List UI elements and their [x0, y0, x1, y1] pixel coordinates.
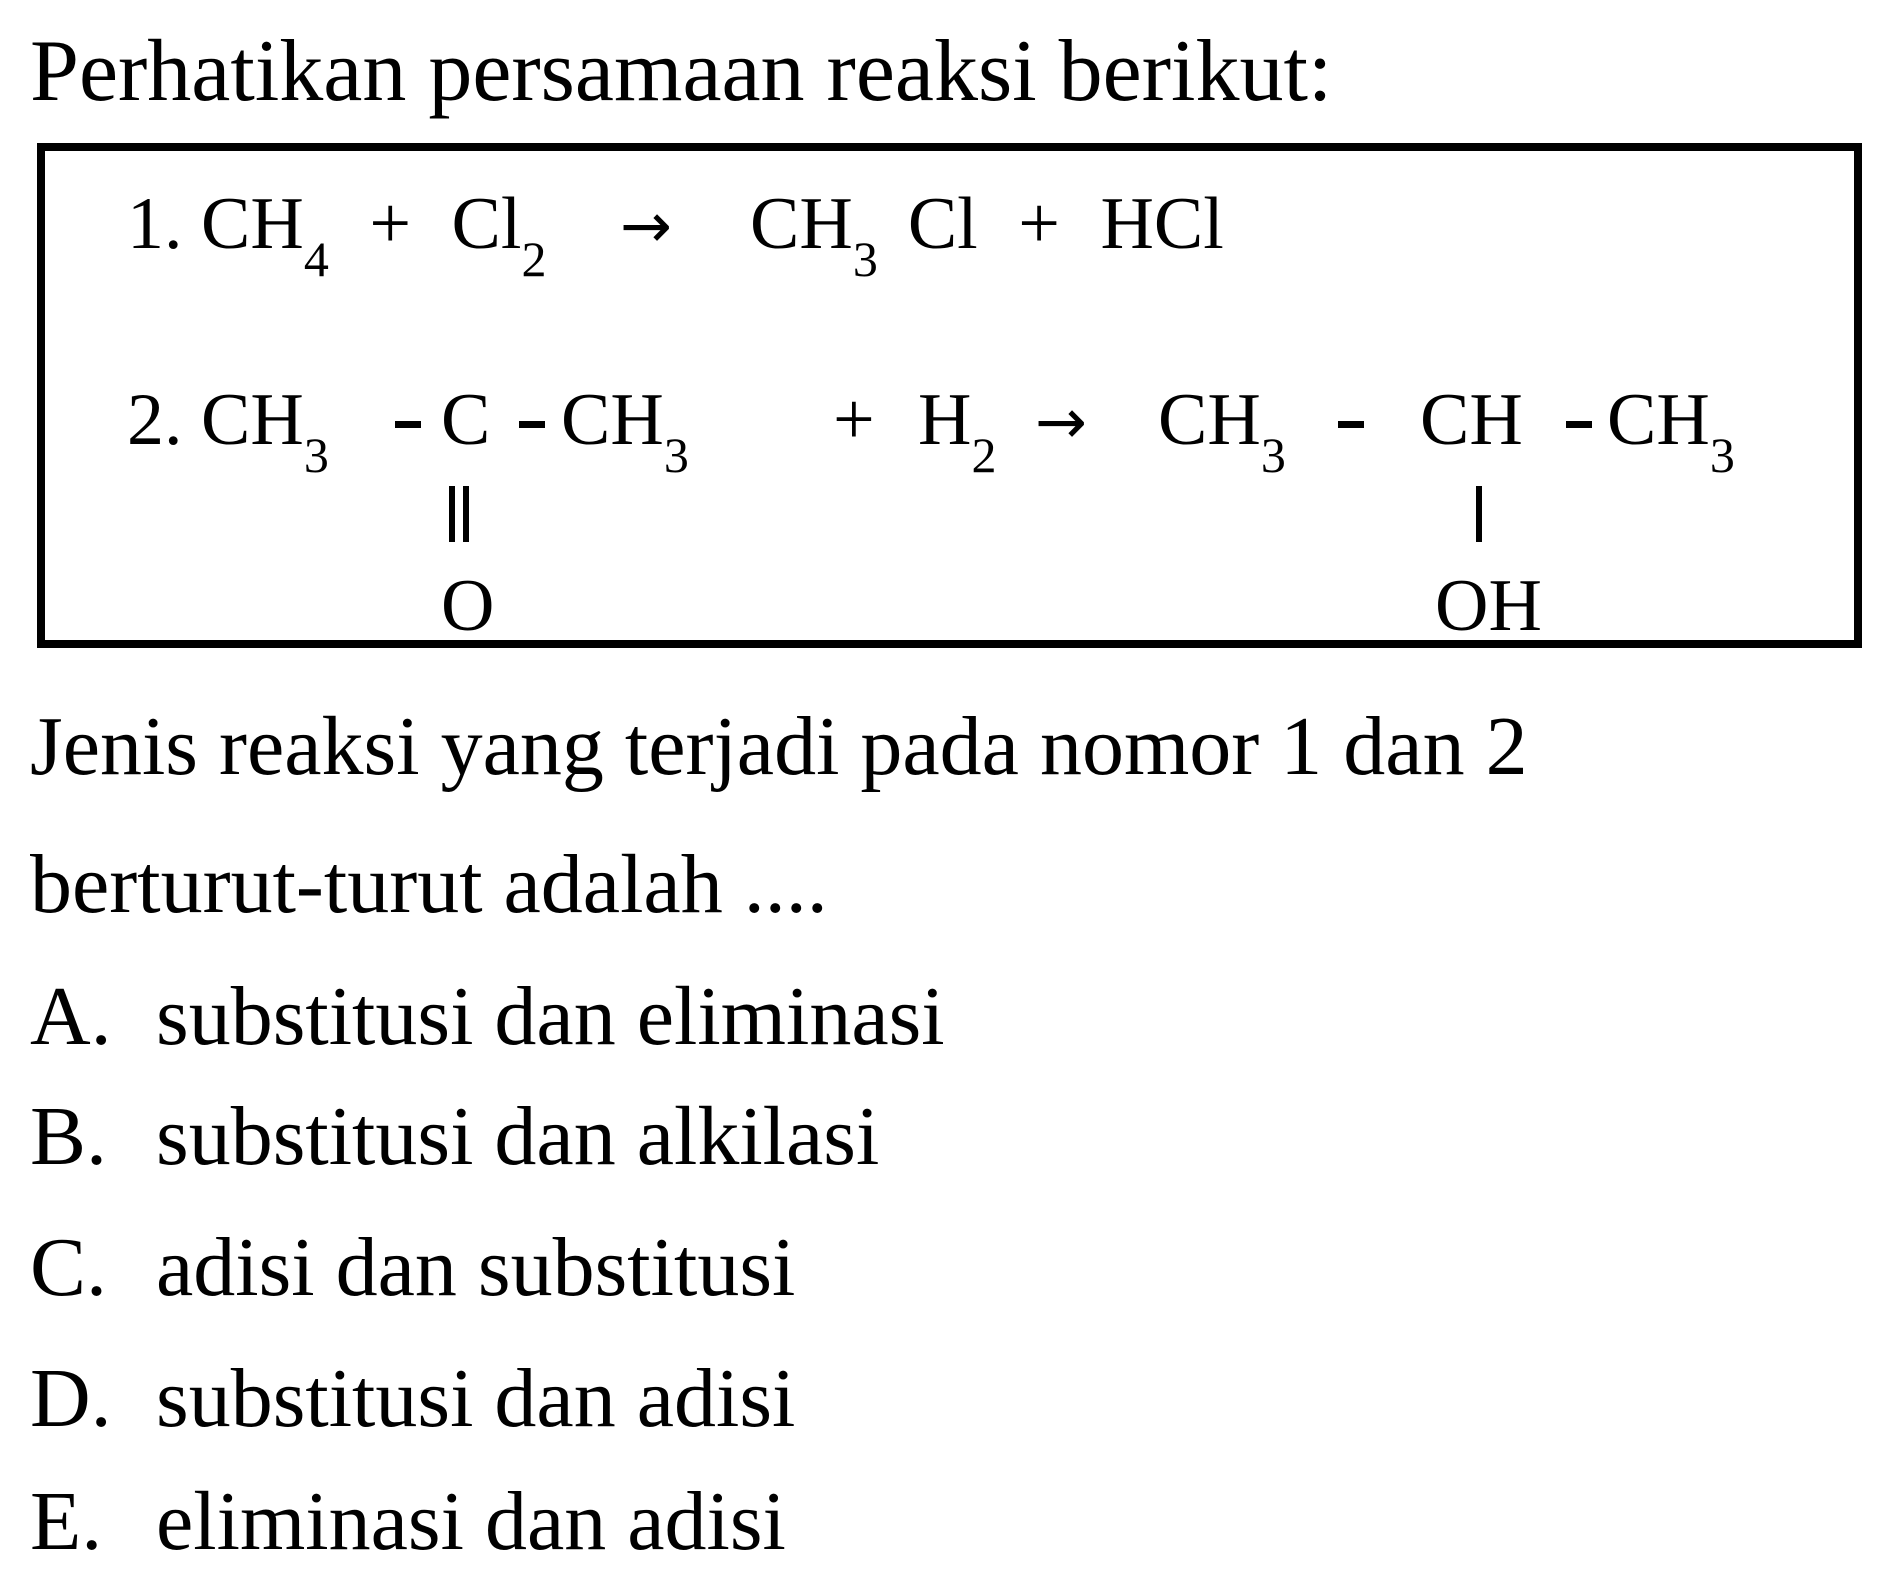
methyl-group: $CH_3$	[201, 379, 329, 483]
option-c[interactable]	[30, 1221, 796, 1314]
hydroxyl-group: OH	[1435, 565, 1542, 647]
question-line-2: berturut-turut adalah ....	[30, 838, 828, 931]
option-letter: E.	[30, 1475, 103, 1568]
reaction-1-products	[750, 183, 1224, 287]
plus-sign: +	[1018, 183, 1060, 265]
intro-text: Perhatikan persamaan reaksi berikut:	[30, 23, 1333, 120]
question-line-1: Jenis reaksi yang terjadi pada nomor 1 dan 2	[30, 700, 1528, 793]
single-bond	[395, 421, 421, 428]
plus-sign: +	[369, 183, 412, 265]
option-letter: D.	[30, 1352, 112, 1445]
option-e[interactable]	[30, 1475, 786, 1568]
single-bond	[1566, 421, 1592, 428]
reaction-arrow-icon: →	[620, 189, 672, 262]
hydrogen-chloride: HCl	[1100, 183, 1224, 265]
option-text: eliminasi dan adisi	[156, 1475, 786, 1568]
oxygen-atom: O	[441, 565, 495, 647]
chloromethane: $CH_3$ Cl	[750, 183, 978, 287]
option-text: substitusi dan alkilasi	[156, 1090, 880, 1183]
single-bond	[519, 421, 545, 428]
reaction-1-number: 1.	[127, 183, 183, 265]
reaction-arrow-icon: →	[1035, 385, 1087, 458]
central-ch: CH	[1420, 379, 1523, 461]
reaction-2-acetone	[127, 379, 329, 483]
methyl-group: $CH_3$	[1607, 379, 1735, 483]
plus-sign: +	[833, 379, 875, 461]
carbonyl-carbon: C	[441, 379, 491, 461]
reaction-1	[127, 183, 547, 287]
option-text: substitusi dan adisi	[156, 1352, 796, 1445]
double-bond-line	[463, 486, 469, 542]
option-text: substitusi dan eliminasi	[156, 970, 945, 1063]
reaction-2-number: 2.	[127, 379, 183, 461]
option-letter: A.	[30, 970, 112, 1063]
option-letter: B.	[30, 1090, 108, 1183]
hydrogen-molecule: $H_2$	[918, 379, 997, 483]
single-bond-vertical	[1476, 486, 1482, 542]
option-text: adisi dan substitusi	[156, 1221, 796, 1314]
option-b[interactable]	[30, 1090, 880, 1183]
single-bond	[1338, 421, 1364, 428]
option-d[interactable]	[30, 1352, 796, 1445]
methyl-group: $CH_3$	[1158, 379, 1286, 483]
methane: $CH_4$	[201, 183, 329, 287]
chlorine: $Cl_2$	[451, 183, 547, 287]
reaction-box	[37, 143, 1862, 648]
option-a[interactable]	[30, 970, 945, 1063]
double-bond-line	[449, 486, 455, 542]
methyl-group: $CH_3$	[561, 379, 689, 483]
option-letter: C.	[30, 1221, 108, 1314]
